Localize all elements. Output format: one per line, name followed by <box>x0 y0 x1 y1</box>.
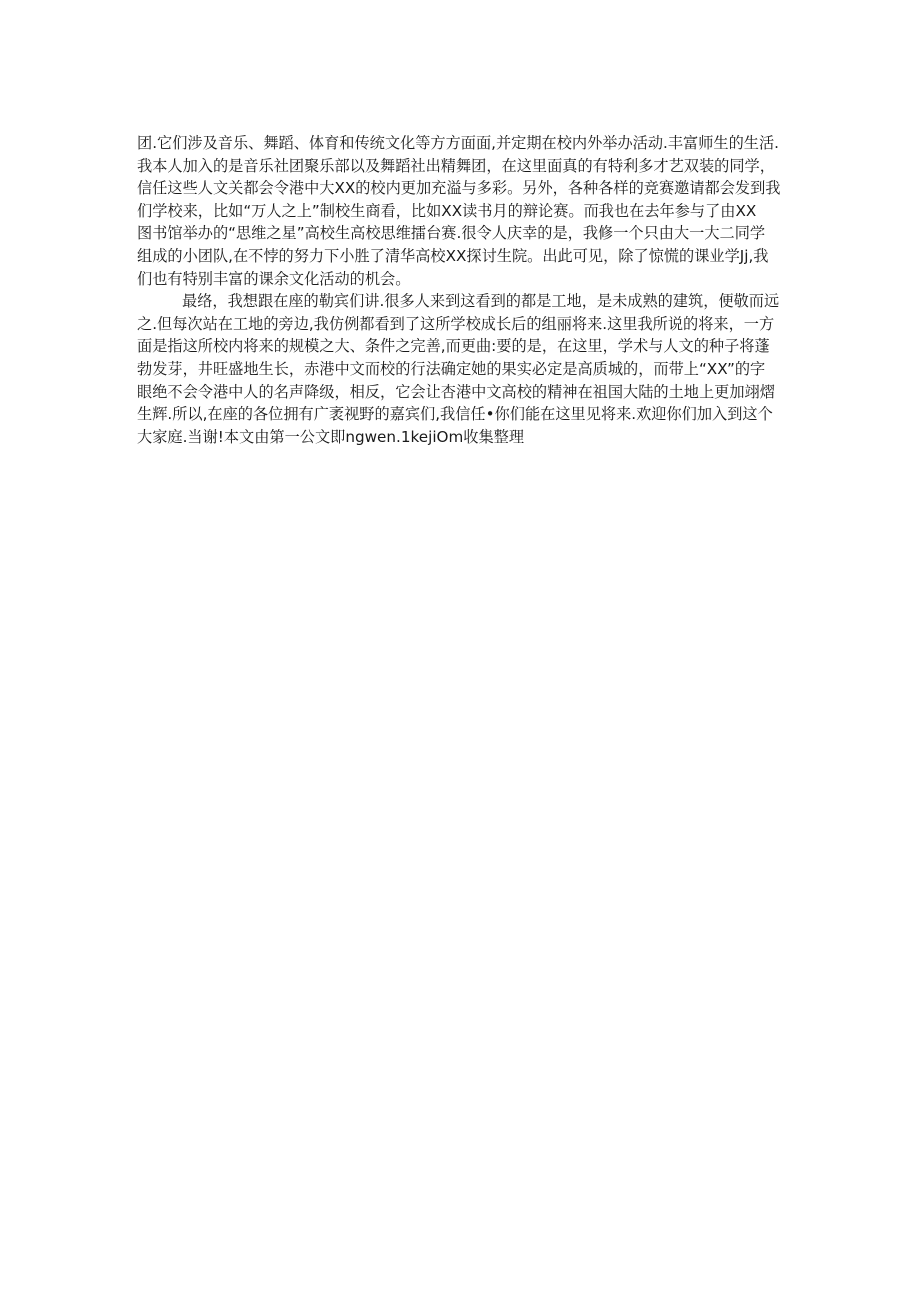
text-line: 大家庭.当谢!本文由第一公文即ngwen.1kejiOm收集整理 <box>137 427 525 446</box>
text-line: 我本人加入的是音乐社团聚乐部以及舞蹈社出精舞团，在这里面真的有特利多才艺双装的同学， <box>137 156 775 175</box>
text-line: 眼绝不会令港中人的名声降级，相反，它会让杏港中文高校的精神在祖国大陆的土地上更加翊熠 <box>137 382 775 401</box>
text-line: 团.它们涉及音乐、舞蹈、体育和传统文化等方方面面,并定期在校内外举办活动.丰富师生的生活. <box>137 134 779 152</box>
paragraph-1 <box>137 132 792 290</box>
document-body <box>137 132 792 448</box>
text-line: 之.但每次站在工地的旁边,我仿例都看到了这所学校成长后的组丽将来.这里我所说的将来，一方 <box>137 314 775 333</box>
text-line: 面是指这所校内将来的规模之大、条件之完善,而更曲:要的是，在这里，学术与人文的种子将蓬 <box>137 337 770 356</box>
paragraph-2 <box>137 290 792 448</box>
text-line: 图书馆举办的“思维之星”高校生高校思维擂台赛.很令人庆幸的是，我修一个只由大一大二同学 <box>137 224 766 243</box>
text-line: 组成的小团队,在不悖的努力下小胜了清华高校XX探讨生院。出此可见，除了惊慌的课业学Jj,我 <box>137 246 769 265</box>
text-line: 们也有特别丰富的课余文化活动的机会。 <box>137 269 411 288</box>
text-line: 们学校来，比如“万人之上”制校生商看，比如XX读书月的辩论赛。而我也在去年参与了由XX <box>137 201 757 220</box>
text-line: 最络，我想跟在座的勒宾们讲.很多人来到这看到的都是工地，是未成熟的建筑，便敬而远 <box>182 292 780 311</box>
text-line: 生辉.所以,在座的各位拥有广袤视野的嘉宾们,我信任•你们能在这里见将来.欢迎你们加入到这个 <box>137 405 773 424</box>
text-line: 勃发芽，井旺盛地生长，赤港中文而校的行法确定她的果实必定是高质城的，而带上“XX”的字 <box>137 359 766 378</box>
text-line: 信任这些人文关都会令港中大XX的校内更加充溢与多彩。另外，各种各样的竞赛邀请都会发到我 <box>137 179 781 198</box>
